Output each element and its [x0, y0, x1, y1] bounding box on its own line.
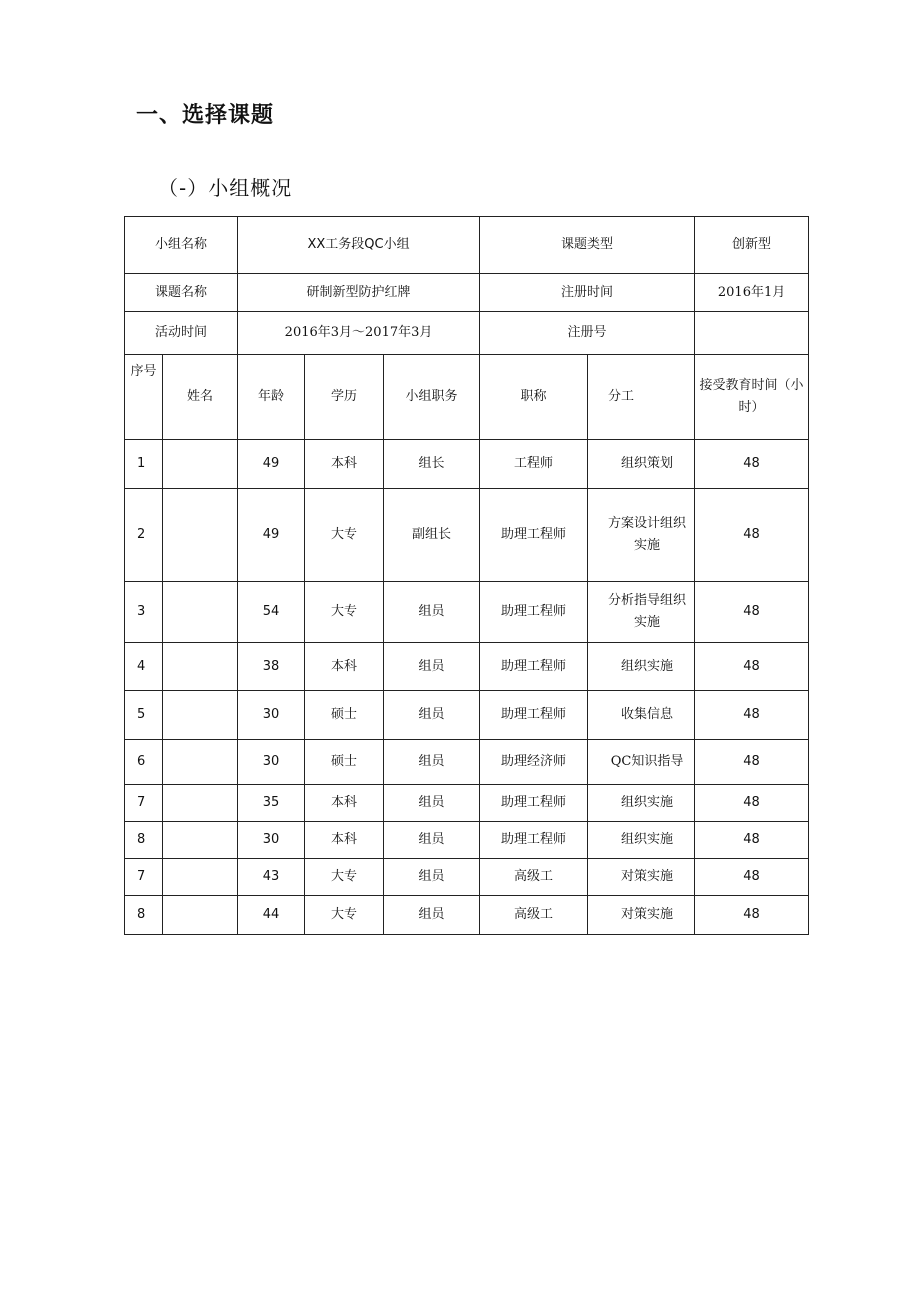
topic-type-value: 创新型: [695, 217, 809, 274]
subsection-heading: （-）小组概况: [158, 176, 293, 200]
cell-duty: 组织实施: [588, 785, 695, 822]
cell-role: 组员: [384, 582, 480, 643]
cell-hours: 48: [695, 740, 809, 785]
cell-edu: 硕士: [305, 740, 384, 785]
cell-name: [163, 740, 238, 785]
group-overview-table: [124, 216, 809, 935]
cell-duty: 分析指导组织实施: [588, 582, 695, 643]
cell-duty: 组织策划: [588, 440, 695, 489]
cell-role: 组员: [384, 643, 480, 691]
cell-edu: 大专: [305, 896, 384, 935]
cell-role: 副组长: [384, 489, 480, 582]
cell-duty: QC知识指导: [588, 740, 695, 785]
table-row: [125, 643, 809, 691]
cell-edu: 本科: [305, 643, 384, 691]
header-hours: 接受教育时间（小时）: [695, 355, 809, 440]
cell-edu: 本科: [305, 822, 384, 859]
cell-name: [163, 643, 238, 691]
cell-role: 组员: [384, 896, 480, 935]
cell-name: [163, 489, 238, 582]
cell-age: 30: [238, 822, 305, 859]
cell-name: [163, 822, 238, 859]
cell-name: [163, 691, 238, 740]
cell-title: 高级工: [480, 896, 588, 935]
info-row-activity: [125, 312, 809, 355]
cell-hours: 48: [695, 489, 809, 582]
cell-edu: 大专: [305, 859, 384, 896]
reg-time-value: 2016年1月: [695, 274, 809, 312]
cell-seq: 3: [125, 582, 163, 643]
cell-duty: 对策实施: [588, 859, 695, 896]
cell-title: 助理工程师: [480, 643, 588, 691]
cell-title: 高级工: [480, 859, 588, 896]
cell-duty: 收集信息: [588, 691, 695, 740]
topic-name-label: 课题名称: [125, 274, 238, 312]
cell-name: [163, 440, 238, 489]
cell-title: 助理工程师: [480, 582, 588, 643]
cell-role: 组员: [384, 785, 480, 822]
section-heading: 一、选择课题: [136, 103, 275, 128]
cell-role: 组员: [384, 822, 480, 859]
table-row: [125, 489, 809, 582]
topic-name-value: 研制新型防护红牌: [238, 274, 480, 312]
cell-name: [163, 582, 238, 643]
cell-title: 助理经济师: [480, 740, 588, 785]
cell-age: 38: [238, 643, 305, 691]
cell-role: 组长: [384, 440, 480, 489]
cell-seq: 5: [125, 691, 163, 740]
cell-hours: 48: [695, 643, 809, 691]
cell-age: 30: [238, 740, 305, 785]
cell-hours: 48: [695, 822, 809, 859]
cell-seq: 2: [125, 489, 163, 582]
cell-duty: 组织实施: [588, 643, 695, 691]
table-row: [125, 691, 809, 740]
header-name: 姓名: [163, 355, 238, 440]
reg-time-label: 注册时间: [480, 274, 695, 312]
cell-duty: 组织实施: [588, 822, 695, 859]
cell-role: 组员: [384, 691, 480, 740]
cell-hours: 48: [695, 859, 809, 896]
cell-name: [163, 785, 238, 822]
cell-age: 44: [238, 896, 305, 935]
cell-age: 35: [238, 785, 305, 822]
cell-role: 组员: [384, 740, 480, 785]
table-row: [125, 440, 809, 489]
table-row: [125, 582, 809, 643]
cell-age: 43: [238, 859, 305, 896]
cell-name: [163, 896, 238, 935]
cell-seq: 4: [125, 643, 163, 691]
cell-seq: 6: [125, 740, 163, 785]
cell-title: 助理工程师: [480, 691, 588, 740]
table-row: [125, 785, 809, 822]
members-header-row: [125, 355, 809, 440]
table-row: [125, 740, 809, 785]
cell-hours: 48: [695, 896, 809, 935]
cell-age: 49: [238, 440, 305, 489]
reg-no-value: [695, 312, 809, 355]
cell-seq: 8: [125, 822, 163, 859]
info-row-topic: [125, 274, 809, 312]
info-row-group: [125, 217, 809, 274]
table-row: [125, 859, 809, 896]
cell-edu: 本科: [305, 785, 384, 822]
reg-no-label: 注册号: [480, 312, 695, 355]
cell-hours: 48: [695, 691, 809, 740]
cell-seq: 8: [125, 896, 163, 935]
cell-age: 49: [238, 489, 305, 582]
cell-title: 助理工程师: [480, 489, 588, 582]
cell-duty: 对策实施: [588, 896, 695, 935]
activity-time-label: 活动时间: [125, 312, 238, 355]
cell-edu: 硕士: [305, 691, 384, 740]
cell-age: 30: [238, 691, 305, 740]
cell-role: 组员: [384, 859, 480, 896]
cell-hours: 48: [695, 785, 809, 822]
cell-title: 助理工程师: [480, 822, 588, 859]
header-edu: 学历: [305, 355, 384, 440]
cell-edu: 本科: [305, 440, 384, 489]
header-duty: 分工: [588, 355, 695, 440]
group-name-value: XX工务段QC小组: [238, 217, 480, 274]
cell-seq: 7: [125, 859, 163, 896]
group-name-label: 小组名称: [125, 217, 238, 274]
cell-hours: 48: [695, 440, 809, 489]
table-row: [125, 896, 809, 935]
header-age: 年龄: [238, 355, 305, 440]
header-seq: 序号: [125, 355, 163, 440]
cell-name: [163, 859, 238, 896]
cell-title: 助理工程师: [480, 785, 588, 822]
table-row: [125, 822, 809, 859]
cell-edu: 大专: [305, 582, 384, 643]
header-role: 小组职务: [384, 355, 480, 440]
cell-title: 工程师: [480, 440, 588, 489]
cell-age: 54: [238, 582, 305, 643]
cell-seq: 1: [125, 440, 163, 489]
topic-type-label: 课题类型: [480, 217, 695, 274]
cell-hours: 48: [695, 582, 809, 643]
activity-time-value: 2016年3月～2017年3月: [238, 312, 480, 355]
cell-duty: 方案设计组织实施: [588, 489, 695, 582]
cell-seq: 7: [125, 785, 163, 822]
cell-edu: 大专: [305, 489, 384, 582]
header-title: 职称: [480, 355, 588, 440]
